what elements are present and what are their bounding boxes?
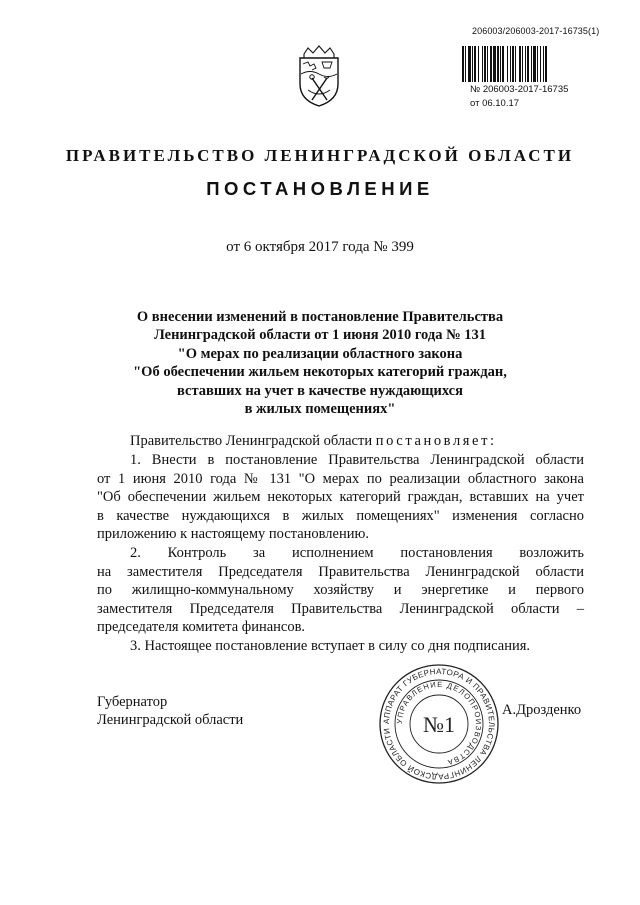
stamp-number: №1 [423,712,455,737]
barcode-bar [515,46,516,82]
paragraph-3 [97,637,584,655]
barcode [462,46,590,82]
title-line: в жилых помещениях" [244,401,396,418]
title-line: вставших на учет в качестве нуждающихся [177,382,463,399]
title-line: Ленинградской области от 1 июня 2010 года № 131 [153,327,487,344]
barcode-bar [519,46,521,82]
signatory-title [97,693,243,730]
intro-text: Правительство Ленинградской области [130,433,376,449]
signatory-title-line: Губернатор [97,694,168,710]
registration-date: от 06.10.17 [470,98,520,109]
barcode-bar [490,46,492,82]
paragraph-line: 3. Настоящее постановление вступает в силу со дня подписания. [130,638,531,655]
barcode-bar [512,46,514,82]
title-line: О внесении изменений в постановление Правительства [136,309,504,325]
barcode-bar [474,46,476,82]
coat-of-arms-emblem [294,44,344,108]
barcode-bar [472,46,473,82]
stamp-outer-text: АППАРАТ ГУБЕРНАТОРА И ПРАВИТЕЛЬСТВА ЛЕНИНГРАДСКОЙ ОБЛАСТИ [381,666,497,782]
paragraph-line: председателя комитета финансов. [97,619,306,636]
stamp-inner-text: УПРАВЛЕНИЕ ДЕЛОПРОИЗВОДСТВА [394,679,484,768]
barcode-bar [543,46,544,82]
barcode-bar [531,46,532,82]
barcode-bar [487,46,488,82]
paragraph-line: на заместителя Председателя Правительства Ленинградской области [97,563,584,580]
document-reference: 206003/206003-2017-16735(1) [472,26,600,36]
paragraph-line: в качестве нуждающихся в жилых помещениях" изменения согласно [97,507,584,524]
paragraph-line: приложению к настоящему постановлению. [97,526,369,543]
title-line: "Об обеспечении жильем некоторых категорий граждан, [133,364,507,381]
barcode-bar [522,46,523,82]
barcode-bar [493,46,496,82]
paragraph-line: от 1 июня 2010 года № 131 "О мерах по реализации областного закона [97,470,584,487]
paragraph-line: 1. Внести в постановление Правительства Ленинградской области [130,452,584,469]
barcode-bar [533,46,536,82]
paragraph-1 [97,451,584,543]
paragraph-line: 2. Контроль за исполнением постановления возложить [130,545,584,562]
barcode-bar [468,46,471,82]
barcode-bar [525,46,526,82]
government-name: ПРАВИТЕЛЬСТВО ЛЕНИНГРАДСКОЙ ОБЛАСТИ [65,146,575,165]
barcode-bar [540,46,541,82]
paragraph-line: по жилищно-коммунальному хозяйству и энергетике и первого [97,582,584,599]
barcode-bar [462,46,464,82]
registration-number: № 206003-2017-16735 [470,84,569,95]
barcode-bar [465,46,466,82]
barcode-bar [482,46,483,82]
document-type: ПОСТАНОВЛЕНИЕ [206,178,434,199]
barcode-bar [502,46,504,82]
intro-resolves: постановляет: [375,433,497,449]
document-date-number: от 6 октября 2017 года № 399 [226,239,414,255]
signatory-name: А.Дрозденко [502,702,582,718]
paragraph-line: "Об обеспечении жильем некоторых категорий граждан, вставших на учет [97,489,584,506]
barcode-bar [527,46,529,82]
barcode-bar [510,46,511,82]
paragraph-2 [97,544,584,636]
title-line: "О мерах по реализации областного закона [177,345,463,362]
document-body [97,432,584,656]
intro-line [97,432,584,450]
signatory-title-line: Ленинградской области [97,712,244,729]
barcode-bar [507,46,508,82]
document-title [0,308,640,418]
barcode-bar [484,46,486,82]
barcode-bar [545,46,547,82]
paragraph-line: заместителя Председателя Правительства Ленинградской области – [97,600,584,617]
barcode-bar [497,46,499,82]
barcode-bar [478,46,479,82]
official-stamp [377,662,501,786]
barcode-bar [537,46,538,82]
barcode-bar [500,46,501,82]
